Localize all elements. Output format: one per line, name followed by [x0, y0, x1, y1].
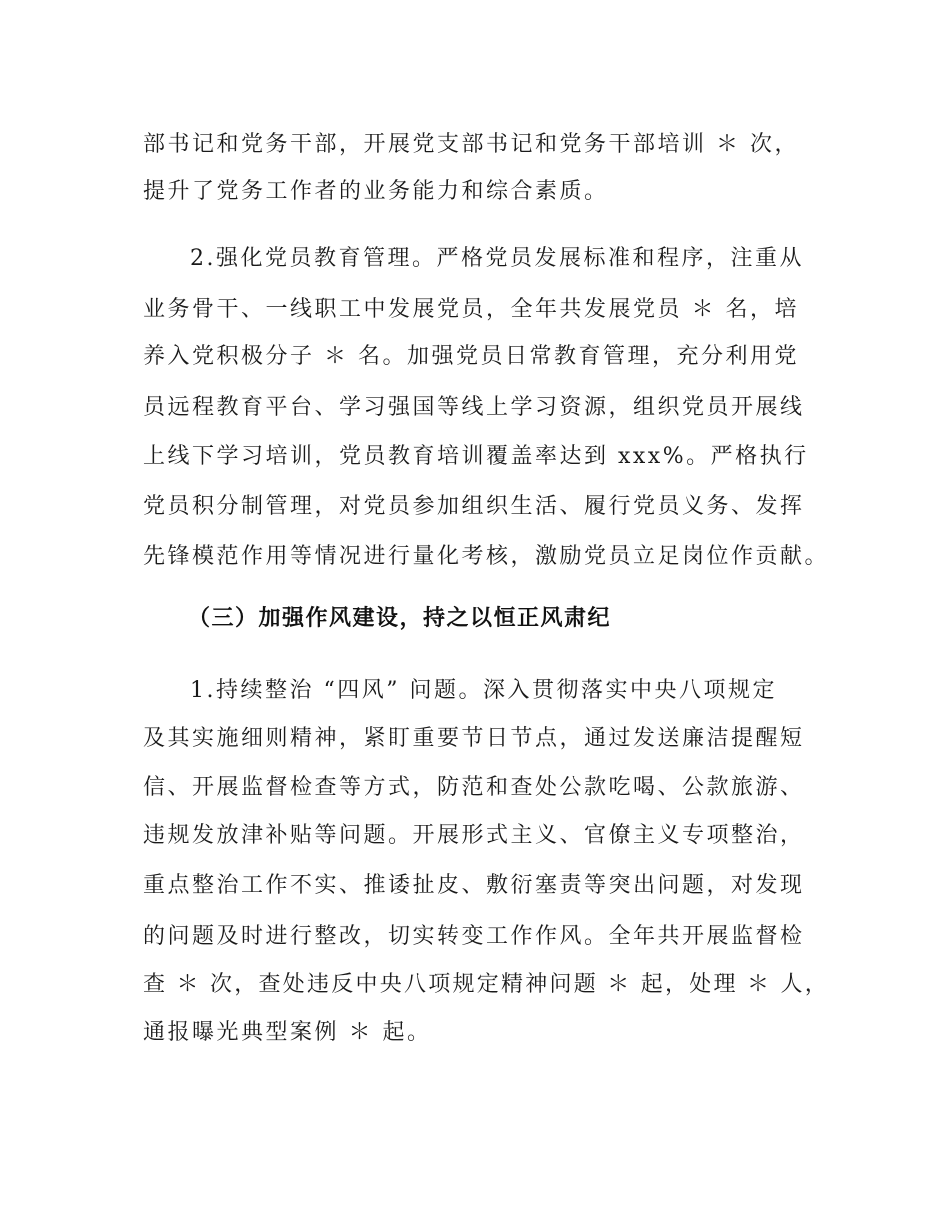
paragraph-line: 党员积分制管理，对党员参加组织生活、履行党员义务、发挥: [143, 494, 805, 519]
paragraph-line: 2.强化党员教育管理。严格党员发展标准和程序，注重从: [190, 246, 804, 271]
paragraph-line: 查 ＊ 次，查处违反中央八项规定精神问题 ＊ 起，处理 ＊ 人，: [143, 972, 829, 997]
paragraph-line: 部书记和党务干部，开展党支部书记和党务干部培训 ＊ 次，: [143, 132, 799, 157]
paragraph-line: 重点整治工作不实、推诿扯皮、敷衍塞责等突出问题，对发现: [143, 873, 805, 898]
paragraph-line: 提升了党务工作者的业务能力和综合素质。: [143, 179, 609, 204]
paragraph-line: 信、开展监督检查等方式，防范和查处公款吃喝、公款旅游、: [143, 775, 805, 800]
paragraph-line: 先锋模范作用等情况进行量化考核，激励党员立足岗位作贡献。: [143, 544, 830, 569]
paragraph-line: 1.持续整治 “四风” 问题。深入贯彻落实中央八项规定: [190, 678, 777, 703]
paragraph-line: 及其实施细则精神，紧盯重要节日节点，通过发送廉洁提醒短: [143, 726, 805, 751]
section-heading: （三）加强作风建设，持之以恒正风肃纪: [188, 606, 612, 631]
paragraph-line: 上线下学习培训，党员教育培训覆盖率达到 xxx%。严格执行: [143, 444, 809, 469]
paragraph-line: 的问题及时进行整改，切实转变工作作风。全年共开展监督检: [143, 924, 805, 949]
paragraph-line: 员远程教育平台、学习强国等线上学习资源，组织党员开展线: [143, 395, 805, 420]
paragraph-line: 业务骨干、一线职工中发展党员，全年共发展党员 ＊ 名，培: [143, 297, 799, 322]
paragraph-line: 违规发放津补贴等问题。开展形式主义、官僚主义专项整治，: [143, 823, 805, 848]
paragraph-line: 养入党积极分子 ＊ 名。加强党员日常教育管理，充分利用党: [143, 344, 799, 369]
paragraph-line: 通报曝光典型案例 ＊ 起。: [143, 1020, 432, 1045]
